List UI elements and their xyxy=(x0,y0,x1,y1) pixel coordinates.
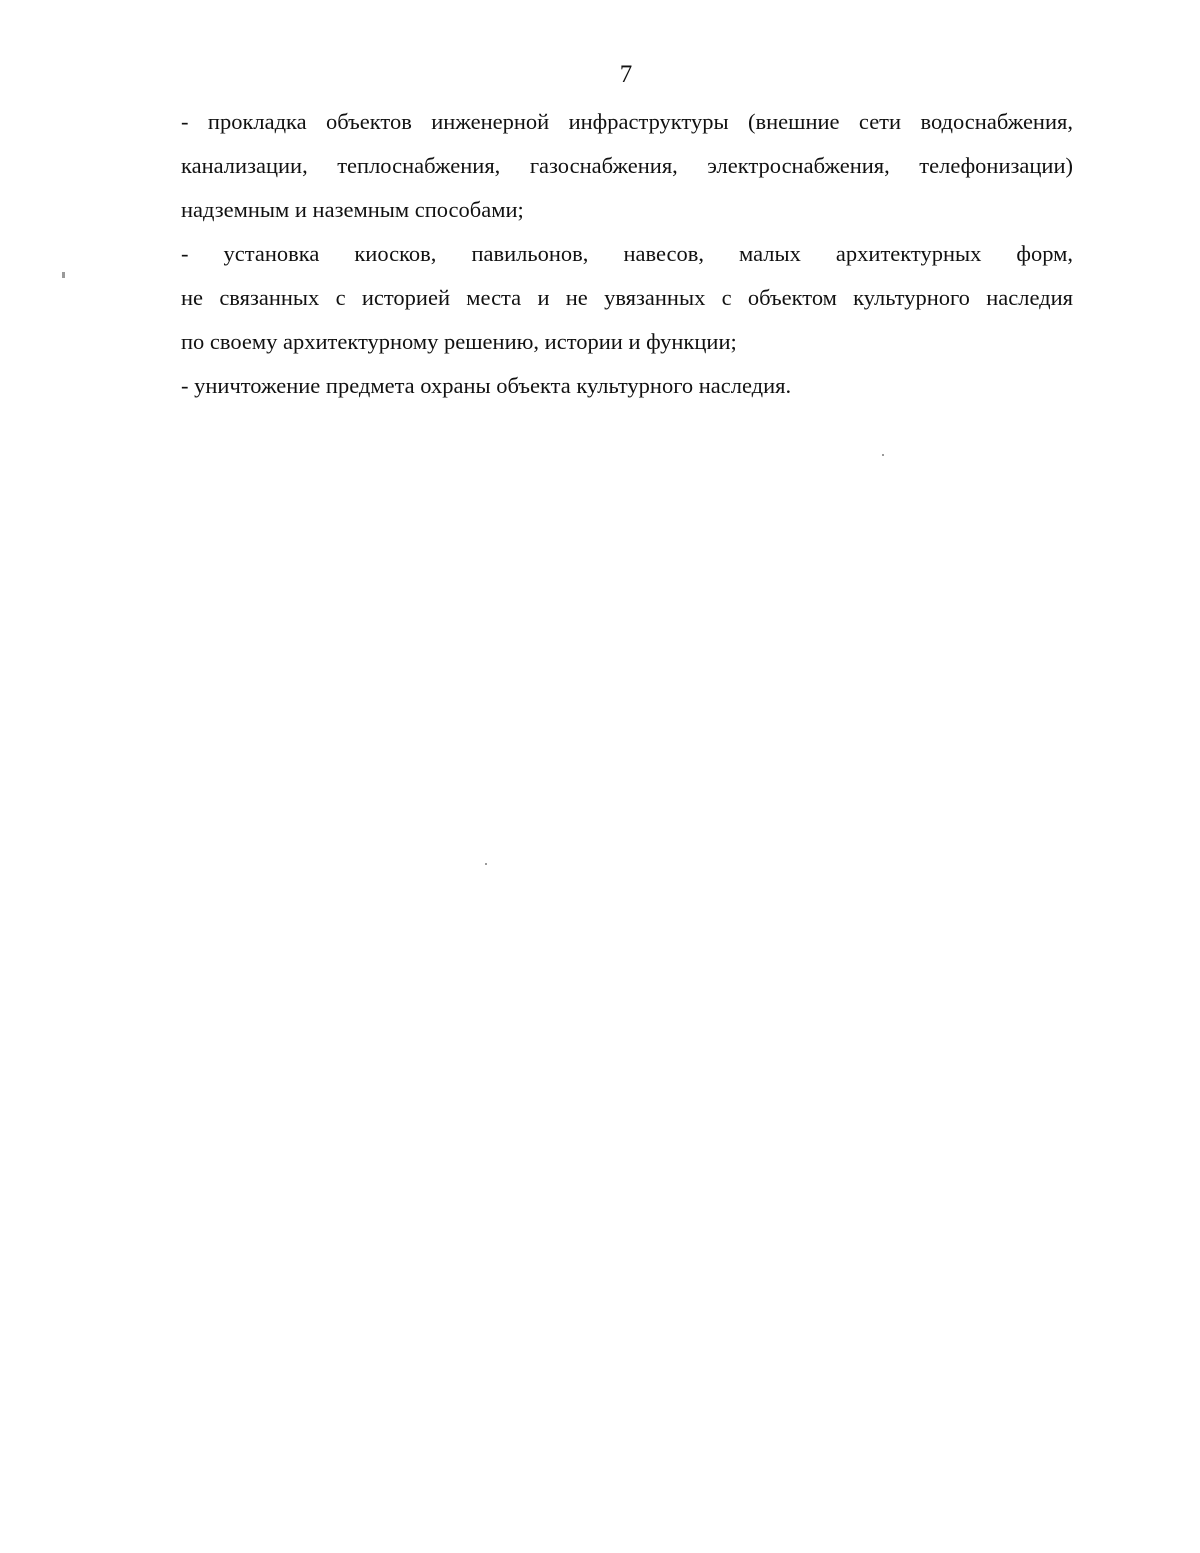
paragraph-kiosks xyxy=(181,232,1073,364)
paragraph-destruction xyxy=(181,364,1073,408)
text-line: - прокладка объектов инженерной инфраструктуры (внешние сети водоснабжения, xyxy=(181,109,1073,134)
text-line: не связанных с историей места и не увязанных с объектом культурного наследия xyxy=(181,285,1073,310)
text-line: по своему архитектурному решению, истории и функции; xyxy=(181,329,737,354)
scan-speck xyxy=(62,272,65,278)
page-number: 7 xyxy=(619,61,633,88)
paragraph-infrastructure xyxy=(181,100,1073,232)
text-line: - установка киосков, павильонов, навесов, малых архитектурных форм, xyxy=(181,241,1073,266)
text-line: надземным и наземным способами; xyxy=(181,197,524,222)
text-line: канализации, теплоснабжения, газоснабжения, электроснабжения, телефонизации) xyxy=(181,153,1073,178)
document-body xyxy=(181,100,1073,408)
text-line: - уничтожение предмета охраны объекта культурного наследия. xyxy=(181,373,792,398)
scan-speck xyxy=(882,454,884,456)
scan-speck xyxy=(485,863,487,865)
